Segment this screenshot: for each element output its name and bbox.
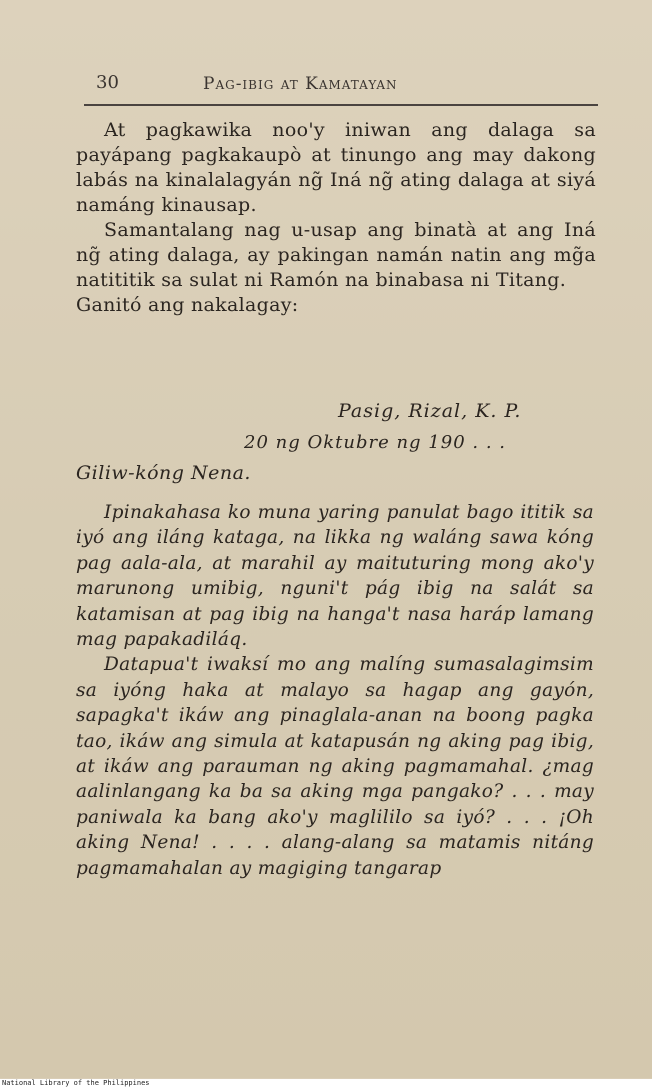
body-text [76,118,596,318]
letter-body [76,500,594,881]
page-number: 30 [96,72,119,93]
letter-paragraph: Ipinakahasa ko muna yaring panulat bago ititik sa iyó ang iláng kataga, na likka ng waláng sawa kóng pag aala-ala, at marahil ay maituturing mong ako'y marunong umibig, nguni't pág ibig na salát sa katamisan at pag ibig na hanga't nasa haráp lamang mag papakadiláq. [76,502,594,651]
paragraph: Ganitó ang nakalagay: [76,294,299,316]
paragraph: Samantalang nag u-usap ang binatà at ang Iná ng̃ ating dalaga, ay pakingan namán natin ang mg̃a natititik sa sulat ni Ramón na binabasa ni Titang. [76,219,596,291]
watermark-text: National Library of the Philippines [2,1079,150,1087]
header-rule [84,104,598,106]
paragraph: At pagkawika noo'y iniwan ang dalaga sa payápang pagkakaupò at tinungo ang may dakong labás na kinalalagyán ng̃ Iná ng̃ ating dalaga at siyá namáng kinausap. [76,119,596,216]
running-title: Pag-ibig at Kamatayan [203,74,398,94]
watermark-footer [0,1079,652,1088]
letter-salutation: Giliw-kóng Nena. [76,462,251,484]
letter-paragraph: Datapua't iwaksí mo ang malíng sumasalagimsim sa iyóng haka at malayo sa hagap ang gayón, sapagka't ikáw ang pinaglala-anan na boong pagka tao, ikáw ang simula at katapusán ng aking pag ibig, at ikáw ang parauman ng aking pagmamahal. ¿mag aalinlangang ka ba sa aking mga pangako? . . . may paniwala ka bang ako'y maglililo sa iyó? . . . ¡Oh aking Nena! . . . . alang-alang sa matamis nitáng pagmamahalan ay magiging tangarap [76,654,594,879]
letter-place: Pasig, Rizal, K. P. [338,400,522,422]
page-header [96,70,598,100]
letter-date: 20 ng Oktubre ng 190 . . . [244,432,506,453]
